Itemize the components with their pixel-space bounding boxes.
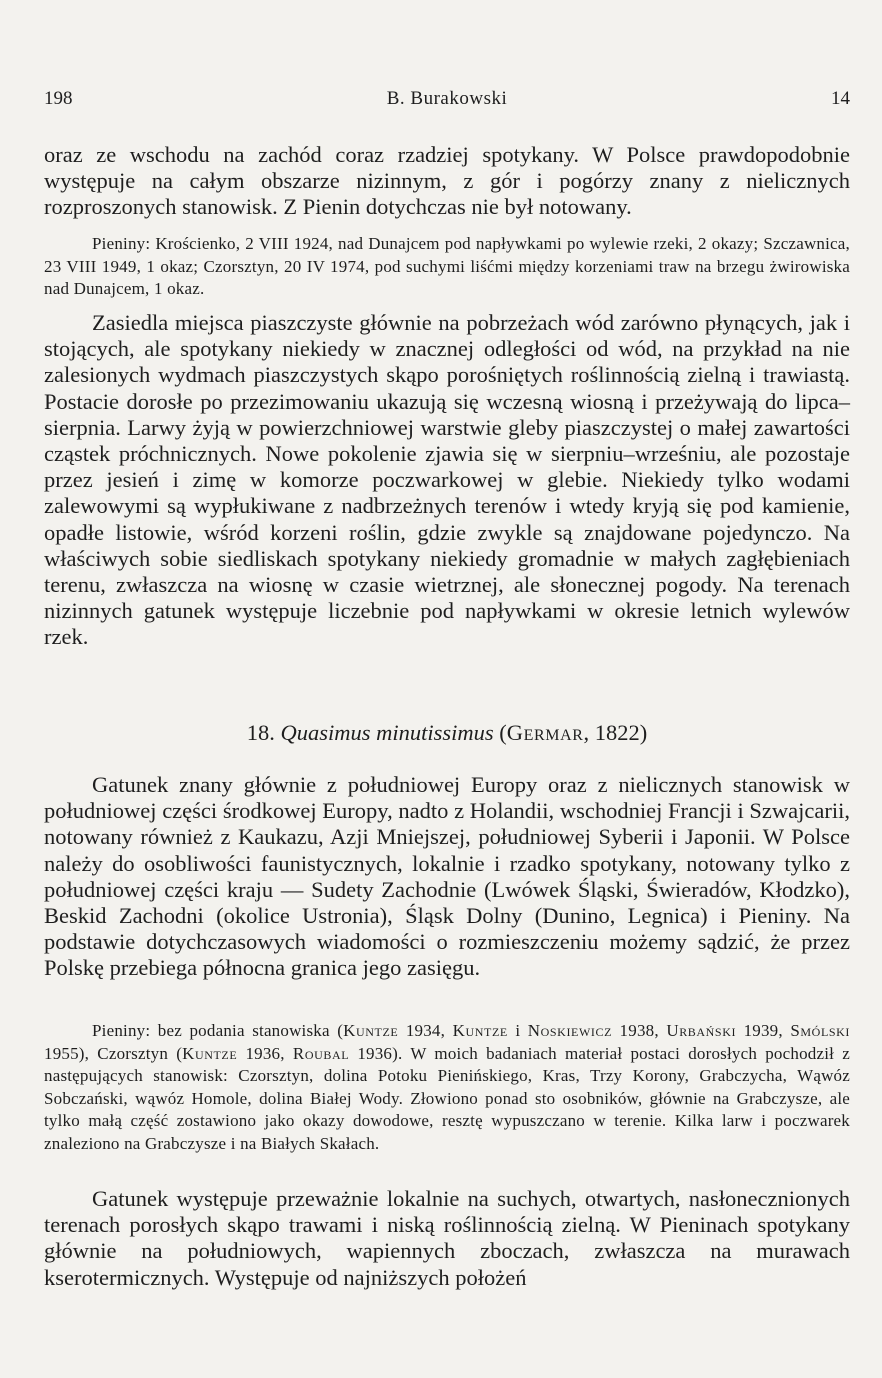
author-name: Kuntze [182, 1043, 238, 1063]
page-number: 198 [44, 88, 73, 109]
paragraph-habitat: Zasiedla miejsca piaszczyste głównie na pobrzeżach wód zarówno płynących, jak i stojących, ale spotykany niekiedy w znacznej odległości od wód, na przykład na nie zalesionych wydmach piaszczystych skąpo porośniętych roślinnością zielną i trawiastą. Postacie dorosłe po przezimowaniu ukazują się wczesną wiosną i przeżywają do lipca–sierpnia. Larwy żyją w powierzchniowej warstwie gleby piaszczystej o małej zawartości cząstek próchnicznych. Nowe pokolenie zjawia się w sierpniu–wrześniu, ale pozostaje przez jesień i zimę w komorze poczwarkowej w glebie. Niekiedy tylko wodami zalewowymi są wypłukiwane z nadbrzeżnych terenów i wtedy kryją się pod kamienie, opadłe listowie, wśród korzeni roślin, gdzie zwykle są znajdowane pojedynczo. Na właściwych sobie siedliskach spotykany niekiedy gromadnie w małych zagłębieniach terenu, zwłaszcza na wiosnę w czasie wietrznej, ale słonecznej pogody. Na terenach nizinnych gatunek występuje liczebnie pod napływkami w okresie letnich wylewów rzek. [44, 310, 850, 650]
records-text: 1934, [398, 1021, 453, 1040]
paragraph-distribution-end: oraz ze wschodu na zachód coraz rzadziej spotykany. W Polsce prawdopodobnie występuje na całym obszarze nizinnym, z gór i pogórzy znany z nielicznych rozproszonych stanowisk. Z Pienin dotychczas nie był notowany. [44, 142, 850, 220]
records-text: 1955), Czorsztyn ( [44, 1043, 183, 1063]
species-number: 18. [246, 720, 275, 745]
running-head-author: B. Burakowski [386, 88, 508, 109]
author-name: Roubal [292, 1043, 350, 1063]
author-name: Noskiewicz [527, 1021, 613, 1040]
species-author-open: ( [499, 720, 507, 745]
running-head [44, 88, 850, 112]
records-text: 1939, [736, 1021, 791, 1040]
records-text: 1936). W moich badaniach materiał postaci dorosłych pochodził z następujących stanowisk: Czorsztyn, dolina Potoku Pienińskiego, Kras, Trzy Korony, Grabczycha, Wąwóz Sobczański, wąwóz Homole, dolina Białej Wody. Złowiono ponad sto osobników, głównie na Grabczysze, ale tylko małą część zostawiono jako okazy dowodowe, resztę wypuszczano w terenie. Kilka larw i poczwarek znaleziono na Grabczysze i na Białych Skałach. [44, 1043, 850, 1153]
paragraph-habitat-species-18: Gatunek występuje przeważnie lokalnie na suchych, otwartych, nasłonecznionych terenach porosłych skąpo trawami i niską roślinnością zielną. W Pieninach spotykany głównie na południowych, wapiennych zboczach, zwłaszcza na murawach kserotermicznych. Występuje od najniższych położeń [44, 1186, 850, 1290]
records-text: i [507, 1021, 528, 1040]
records-paragraph-1: Pieniny: Krościenko, 2 VIII 1924, nad Dunajcem pod napływkami po wylewie rzeki, 2 okazy; Szczawnica, 23 VIII 1949, 1 okaz; Czorsztyn, 20 IV 1974, pod suchymi liśćmi między korzeniami traw na brzegu żwirowiska nad Dunajcem, 1 okaz. [44, 234, 850, 299]
author-name: Smólski [790, 1021, 851, 1040]
species-author: Germar [506, 720, 584, 745]
species-name: Quasimus minutissimus [280, 720, 494, 745]
records-paragraph-2 [44, 1020, 850, 1156]
records-text: 1938, [612, 1021, 667, 1040]
species-heading [44, 720, 850, 746]
author-name: Kuntze [452, 1021, 508, 1040]
paragraph-range: Gatunek znany głównie z południowej Europy oraz z nielicznych stanowisk w południowej części środkowej Europy, nadto z Holandii, wschodniej Francji i Szwajcarii, notowany również z Kaukazu, Azji Mniejszej, południowej Syberii i Japonii. W Polsce należy do osobliwości faunistycznych, lokalnie i rzadko spotykany, notowany tylko z południowej części kraju — Sudety Zachodnie (Lwówek Śląski, Świeradów, Kłodzko), Beskid Zachodni (okolice Ustronia), Śląsk Dolny (Dunino, Legnica) i Pieniny. Na podstawie dotychczasowych wiadomości o rozmieszczeniu możemy sądzić, że przez Polskę przebiega północna granica jego zasięgu. [44, 772, 850, 981]
records-text: 1936, [237, 1043, 293, 1063]
records-text: Pieniny: bez podania stanowiska ( [92, 1021, 344, 1040]
author-name: Urbański [666, 1021, 737, 1040]
issue-number: 14 [831, 88, 850, 109]
species-year: , 1822) [583, 720, 648, 745]
author-name: Kuntze [343, 1021, 399, 1040]
